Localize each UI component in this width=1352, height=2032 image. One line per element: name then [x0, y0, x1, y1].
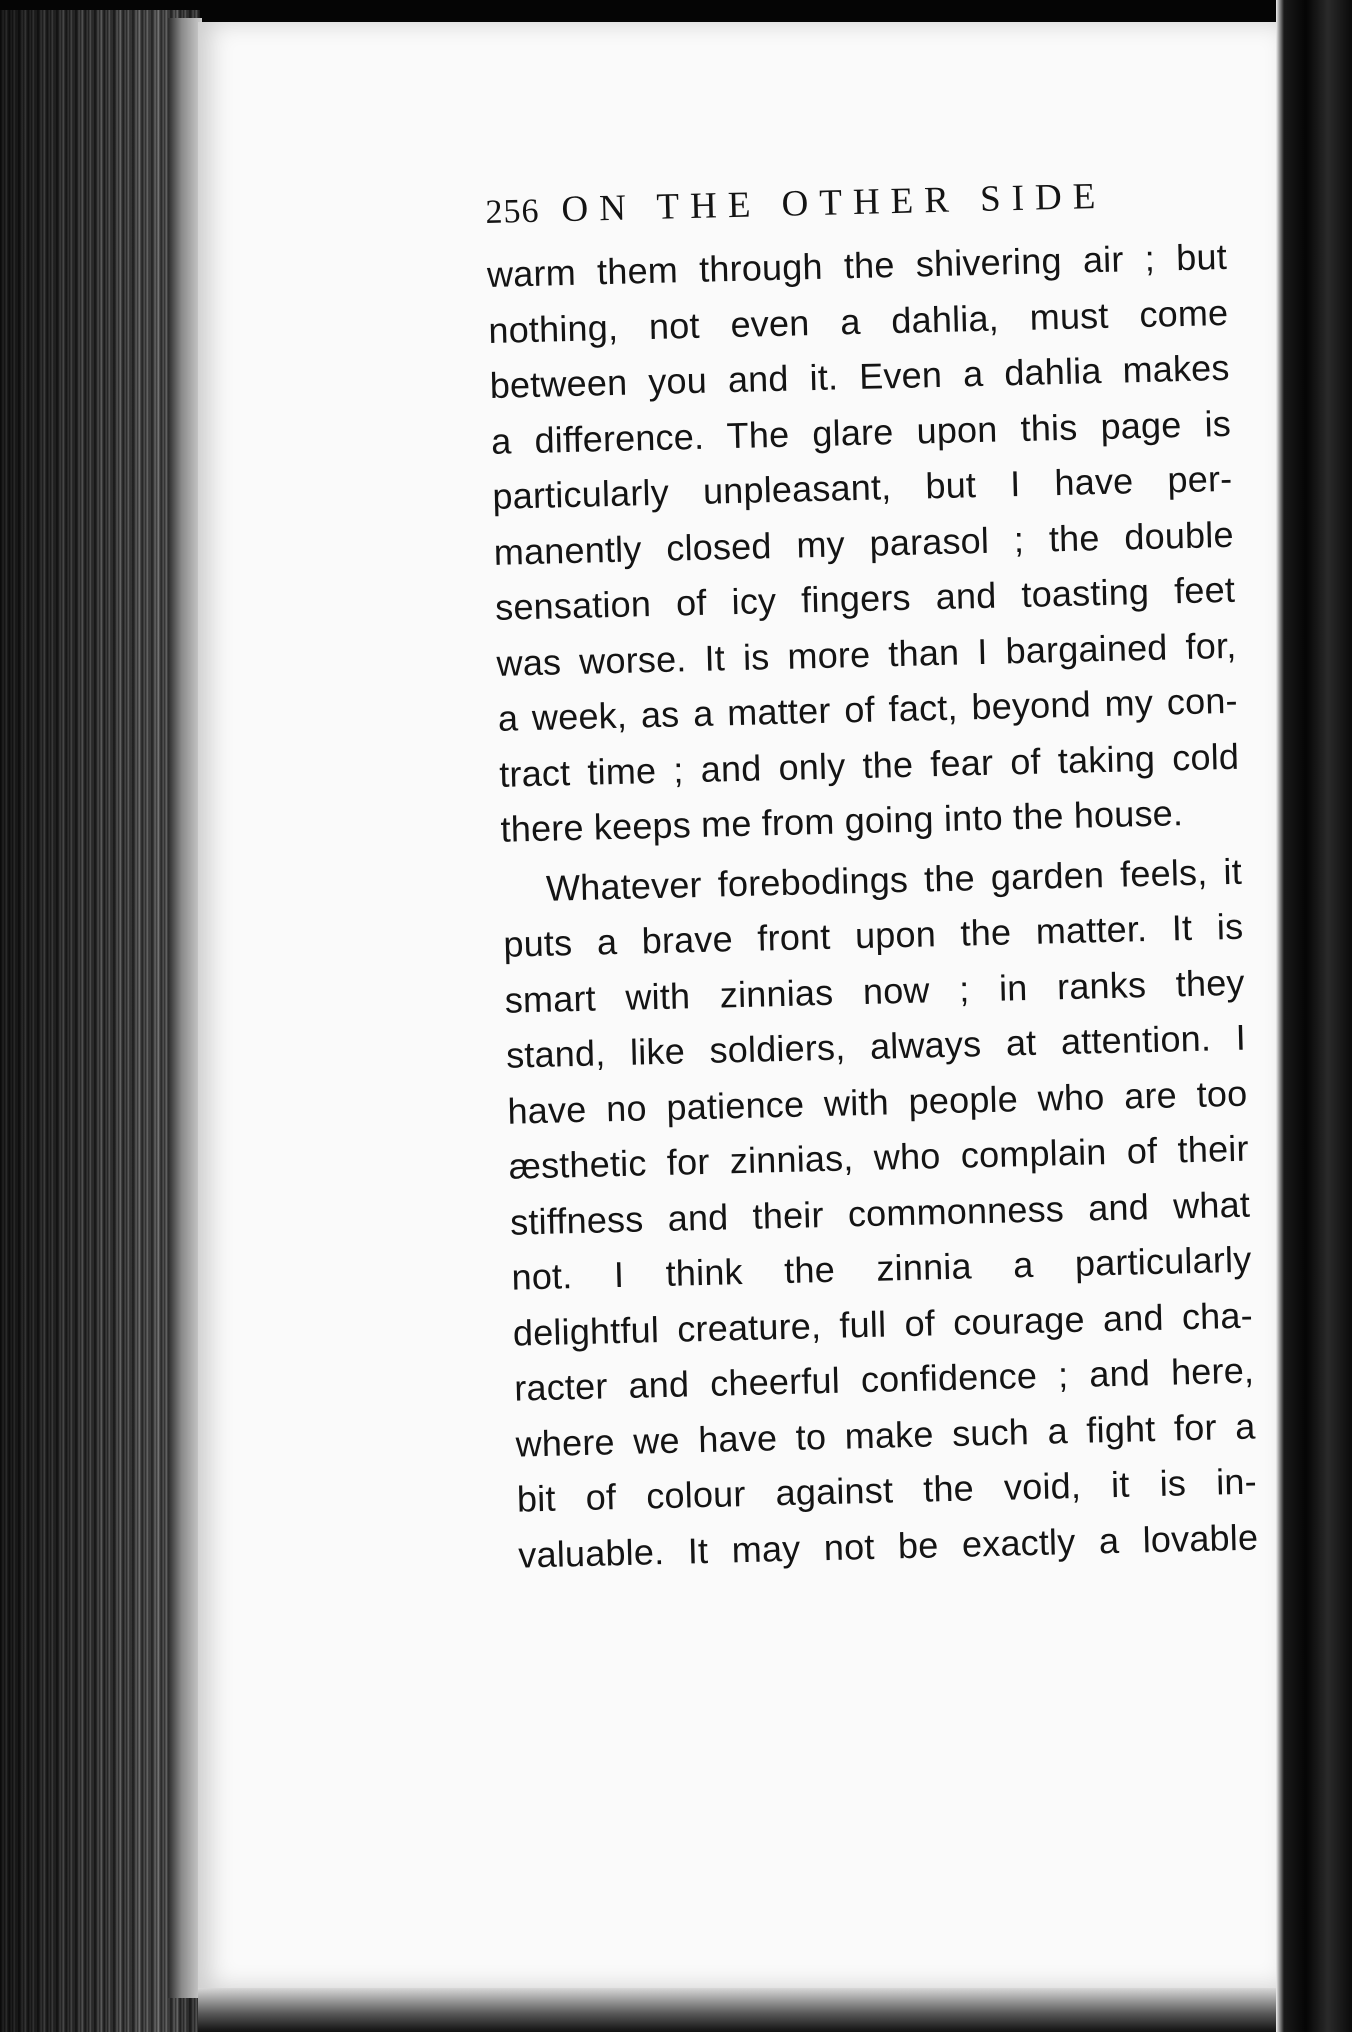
text-line: Whatever forebodings the garden feels, it	[545, 850, 1243, 909]
text-line: stiffness and their commonness and what	[509, 1183, 1251, 1243]
text-line: manently closed my parasol ; the double	[493, 513, 1235, 573]
text-line: was worse. It is more than I bargained for,	[496, 624, 1237, 684]
text-line: smart with zinnias now ; in ranks they	[504, 961, 1246, 1021]
text-line: where we have to make such a fight for a	[515, 1405, 1256, 1465]
text-line: sensation of icy fingers and toasting feet	[494, 568, 1236, 628]
page-text	[485, 172, 1259, 1583]
text-line: puts a brave front upon the matter. It is	[502, 905, 1244, 965]
text-line: not. I think the zinnia a particularly	[511, 1238, 1252, 1298]
paragraph-1	[486, 229, 1241, 857]
text-line: have no patience with people who are too	[507, 1072, 1248, 1132]
text-line: a week, as a matter of fact, beyond my con-	[497, 679, 1239, 739]
running-title: ON THE OTHER SIDE	[561, 175, 1107, 231]
text-line: a difference. The glare upon this page is	[490, 402, 1232, 462]
text-line: bit of colour against the void, it is in-	[516, 1460, 1258, 1520]
text-line: particularly unpleasant, but I have per-	[491, 457, 1233, 517]
binding-edge	[1276, 0, 1352, 2032]
gutter-shadow	[168, 18, 202, 1998]
text-line: between you and it. Even a dahlia makes	[489, 346, 1231, 406]
text-line: stand, like soldiers, always at attention. I	[505, 1016, 1247, 1076]
page-number: 256	[485, 192, 540, 231]
text-line: æsthetic for zinnias, who complain of their	[508, 1127, 1250, 1187]
bottom-shadow	[198, 1988, 1276, 2032]
text-line: there keeps me from going into the house.	[500, 792, 1184, 850]
text-line: tract time ; and only the fear of taking cold	[498, 735, 1240, 795]
text-line: valuable. It may not be exactly a lovable	[517, 1516, 1259, 1576]
text-line: racter and cheerful confidence ; and here,	[513, 1349, 1255, 1409]
text-line: nothing, not even a dahlia, must come	[487, 291, 1229, 351]
paragraph-2	[501, 843, 1258, 1582]
text-line: delightful creature, full of courage and cha-	[512, 1294, 1254, 1354]
text-line: warm them through the shivering air ; but	[486, 235, 1228, 295]
